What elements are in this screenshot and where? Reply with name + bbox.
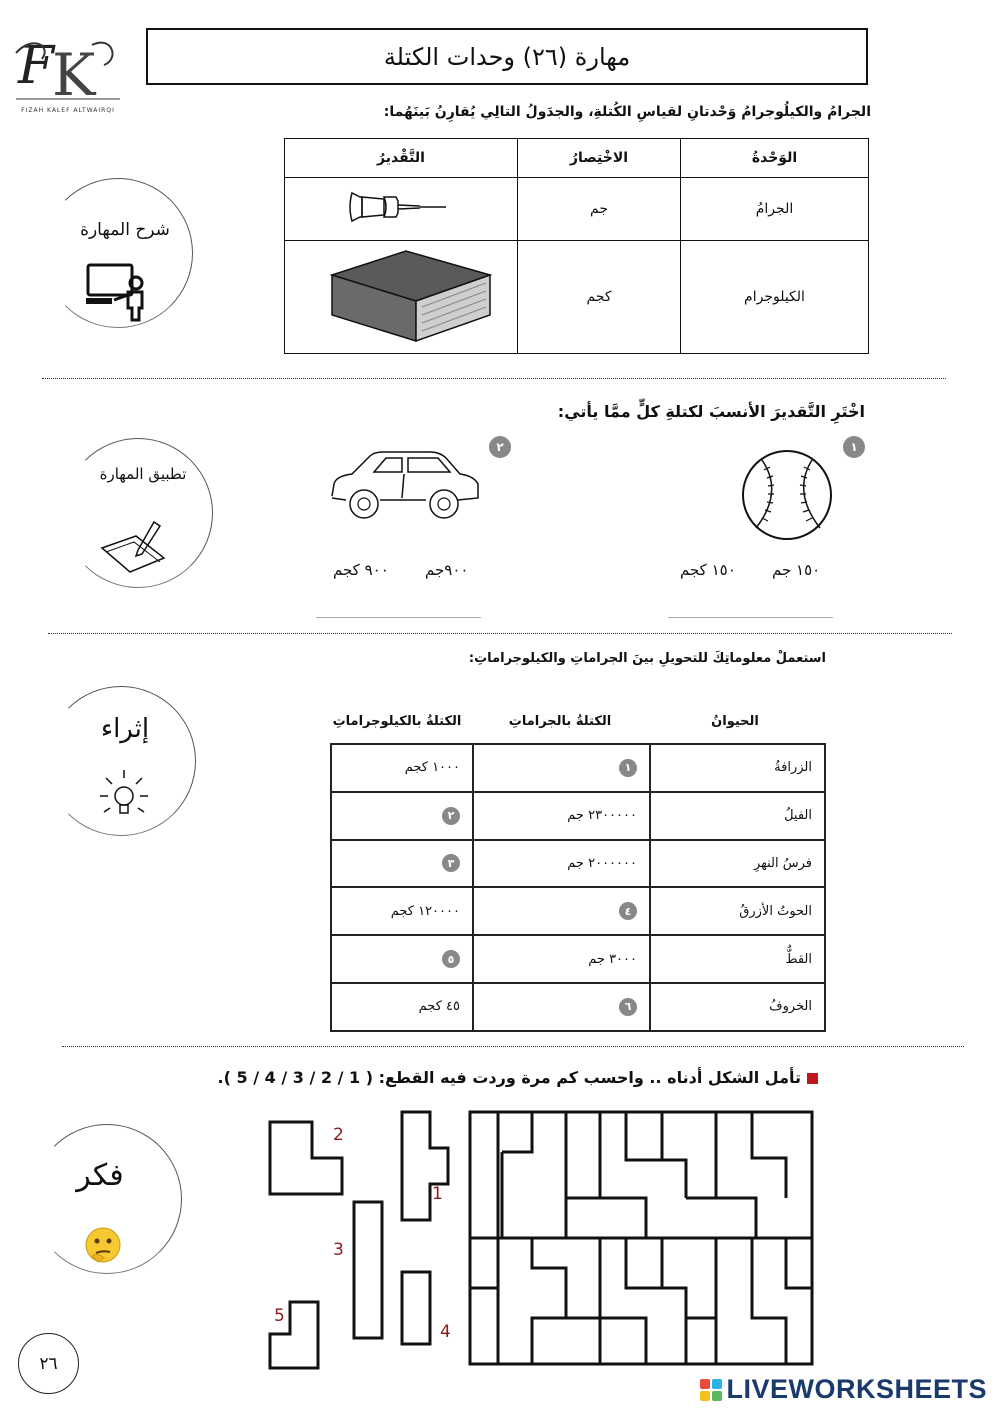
grams-cell-badge: ٦ bbox=[619, 998, 637, 1016]
svg-text:K: K bbox=[52, 41, 96, 109]
animal-cell-text: الحوتُ الأزرقُ bbox=[739, 903, 812, 919]
baseball-icon bbox=[740, 448, 834, 546]
kilos-cell-badge: ٥ bbox=[442, 950, 460, 968]
section-divider-2 bbox=[48, 633, 952, 634]
animal-cell-text: فرسُ النهرِ bbox=[753, 855, 812, 871]
animal-cell bbox=[650, 887, 825, 935]
animal-cell-text: الزرافةُ bbox=[774, 760, 812, 776]
unit-kilogram: الكيلوجرام bbox=[681, 241, 869, 354]
kilos-cell-text: ١٢٠٠٠٠ كجم bbox=[390, 903, 460, 919]
convert-prompt: استعملْ معلوماتِكَ للتحويلِ بينَ الجراماتِ والكيلوجراماتِ: bbox=[468, 651, 826, 666]
apply-label: تطبيق المهارة bbox=[99, 465, 187, 483]
grams-cell-text: ٣٠٠٠ جم bbox=[588, 951, 637, 967]
grams-cell[interactable] bbox=[473, 983, 650, 1031]
units-table bbox=[284, 138, 869, 354]
grams-cell[interactable] bbox=[473, 887, 650, 935]
kilos-cell[interactable] bbox=[331, 887, 473, 935]
units-header-unit: الوَحْدةُ bbox=[681, 139, 869, 178]
units-header-abbr: الاخْتِصارُ bbox=[518, 139, 681, 178]
grams-cell-text: ٢٣٠٠٠٠٠ جم bbox=[567, 808, 637, 824]
table-row bbox=[331, 983, 825, 1031]
animal-cell bbox=[650, 983, 825, 1031]
logo-text: FIZAH KALEF ALTWAIRQI bbox=[21, 107, 115, 114]
piece-label-5: 5 bbox=[274, 1306, 285, 1326]
kilos-cell[interactable] bbox=[331, 744, 473, 792]
kilos-cell-badge: ٢ bbox=[442, 807, 460, 825]
item2-option-b[interactable]: ٩٠٠ كجم bbox=[333, 561, 389, 579]
kilos-cell[interactable] bbox=[331, 935, 473, 983]
author-logo bbox=[12, 25, 124, 117]
grams-cell-badge: ١ bbox=[619, 759, 637, 777]
table-row bbox=[331, 792, 825, 840]
item1-answer-line[interactable] bbox=[668, 617, 833, 618]
abbr-kilogram: كجم bbox=[518, 241, 681, 354]
thinking-face-icon bbox=[84, 1226, 122, 1268]
piece-4-shape bbox=[402, 1272, 430, 1344]
animal-cell-text: القطُّ bbox=[785, 951, 812, 967]
piece-label-4: 4 bbox=[440, 1322, 451, 1342]
convert-header-grams: الكتلةُ بالجراماتِ bbox=[508, 714, 612, 729]
piece-2-shape bbox=[270, 1122, 342, 1194]
convert-header-kilos: الكتلةُ بالكيلوجراماتِ bbox=[332, 714, 462, 729]
grams-cell[interactable] bbox=[473, 792, 650, 840]
units-intro: الجرامُ والكيلُوجرامُ وَحْدتانِ لقياسِ الكُتلةِ، والجدَولُ التالِي يُقارِنُ بَينَهُما: bbox=[383, 104, 871, 120]
puzzle-grid bbox=[466, 1108, 816, 1372]
kilos-cell-badge: ٣ bbox=[442, 854, 460, 872]
page-title: مهارة (٢٦) وحدات الكتلة bbox=[146, 28, 868, 85]
item1-option-b[interactable]: ١٥٠ كجم bbox=[680, 561, 736, 579]
teacher-board-icon bbox=[84, 262, 150, 326]
animal-cell-text: الفيلُ bbox=[784, 808, 812, 824]
section-divider-1 bbox=[42, 378, 946, 379]
red-bullet-icon bbox=[807, 1073, 818, 1084]
page-number: ٢٦ bbox=[18, 1333, 79, 1394]
apply-prompt: اخْتَرِ التَّقديرَ الأنسبَ لكتلةِ كلٍّ ممَّا يأتي: bbox=[557, 402, 865, 421]
convert-table bbox=[330, 743, 826, 1032]
piece-label-1: 1 bbox=[432, 1184, 443, 1204]
paper-pen-icon bbox=[96, 518, 168, 582]
estimate-gram-cell bbox=[285, 178, 518, 241]
grams-cell-text: ٢٠٠٠٠٠٠ جم bbox=[567, 855, 637, 871]
piece-label-2: 2 bbox=[333, 1125, 344, 1145]
grams-cell[interactable] bbox=[473, 744, 650, 792]
puzzle-prompt bbox=[218, 1068, 818, 1087]
car-icon bbox=[326, 448, 482, 526]
item1-option-a[interactable]: ١٥٠ جم bbox=[772, 561, 821, 579]
item-badge-2: ٢ bbox=[489, 436, 511, 458]
puzzle-prompt-text: تأمل الشكل أدناه .. واحسب كم مرة وردت فيه القطع: ( 1 / 2 / 3 / 4 / 5 ). bbox=[217, 1068, 801, 1087]
book-icon bbox=[306, 245, 496, 345]
animal-cell bbox=[650, 840, 825, 888]
piece-3-shape bbox=[354, 1202, 382, 1338]
table-row bbox=[331, 887, 825, 935]
animal-cell bbox=[650, 744, 825, 792]
lightbulb-icon bbox=[96, 764, 152, 826]
table-row bbox=[331, 840, 825, 888]
grams-cell[interactable] bbox=[473, 840, 650, 888]
think-label: فكر bbox=[76, 1158, 124, 1193]
grams-cell-badge: ٤ bbox=[619, 902, 637, 920]
animal-cell bbox=[650, 792, 825, 840]
units-header-estimate: التَّقْديرُ bbox=[285, 139, 518, 178]
kilos-cell[interactable] bbox=[331, 792, 473, 840]
kilos-cell-text: ١٠٠٠ كجم bbox=[404, 760, 460, 776]
explain-label: شرح المهارة bbox=[80, 220, 170, 240]
section-divider-3 bbox=[62, 1046, 964, 1047]
brand-text: LIVEWORKSHEETS bbox=[726, 1374, 987, 1404]
kilos-cell-text: ٤٥ كجم bbox=[418, 999, 460, 1015]
enrich-label: إثراء bbox=[100, 714, 150, 744]
unit-gram: الجرامُ bbox=[681, 178, 869, 241]
kilos-cell[interactable] bbox=[331, 983, 473, 1031]
item2-answer-line[interactable] bbox=[316, 617, 481, 618]
convert-header-animal: الحيوانُ bbox=[711, 714, 759, 729]
svg-text:F: F bbox=[18, 36, 55, 96]
piece-label-3: 3 bbox=[333, 1240, 344, 1260]
grams-cell[interactable] bbox=[473, 935, 650, 983]
push-pin-icon bbox=[346, 187, 456, 227]
estimate-kilogram-cell bbox=[285, 241, 518, 354]
brand-logo bbox=[700, 1374, 987, 1405]
abbr-gram: جم bbox=[518, 178, 681, 241]
item2-option-a[interactable]: ٩٠٠جم bbox=[425, 561, 469, 579]
animal-cell-text: الخروفُ bbox=[769, 999, 812, 1015]
kilos-cell[interactable] bbox=[331, 840, 473, 888]
item-badge-1: ١ bbox=[843, 436, 865, 458]
table-row bbox=[331, 935, 825, 983]
animal-cell bbox=[650, 935, 825, 983]
brand-grid-icon bbox=[700, 1379, 722, 1401]
table-row bbox=[331, 744, 825, 792]
